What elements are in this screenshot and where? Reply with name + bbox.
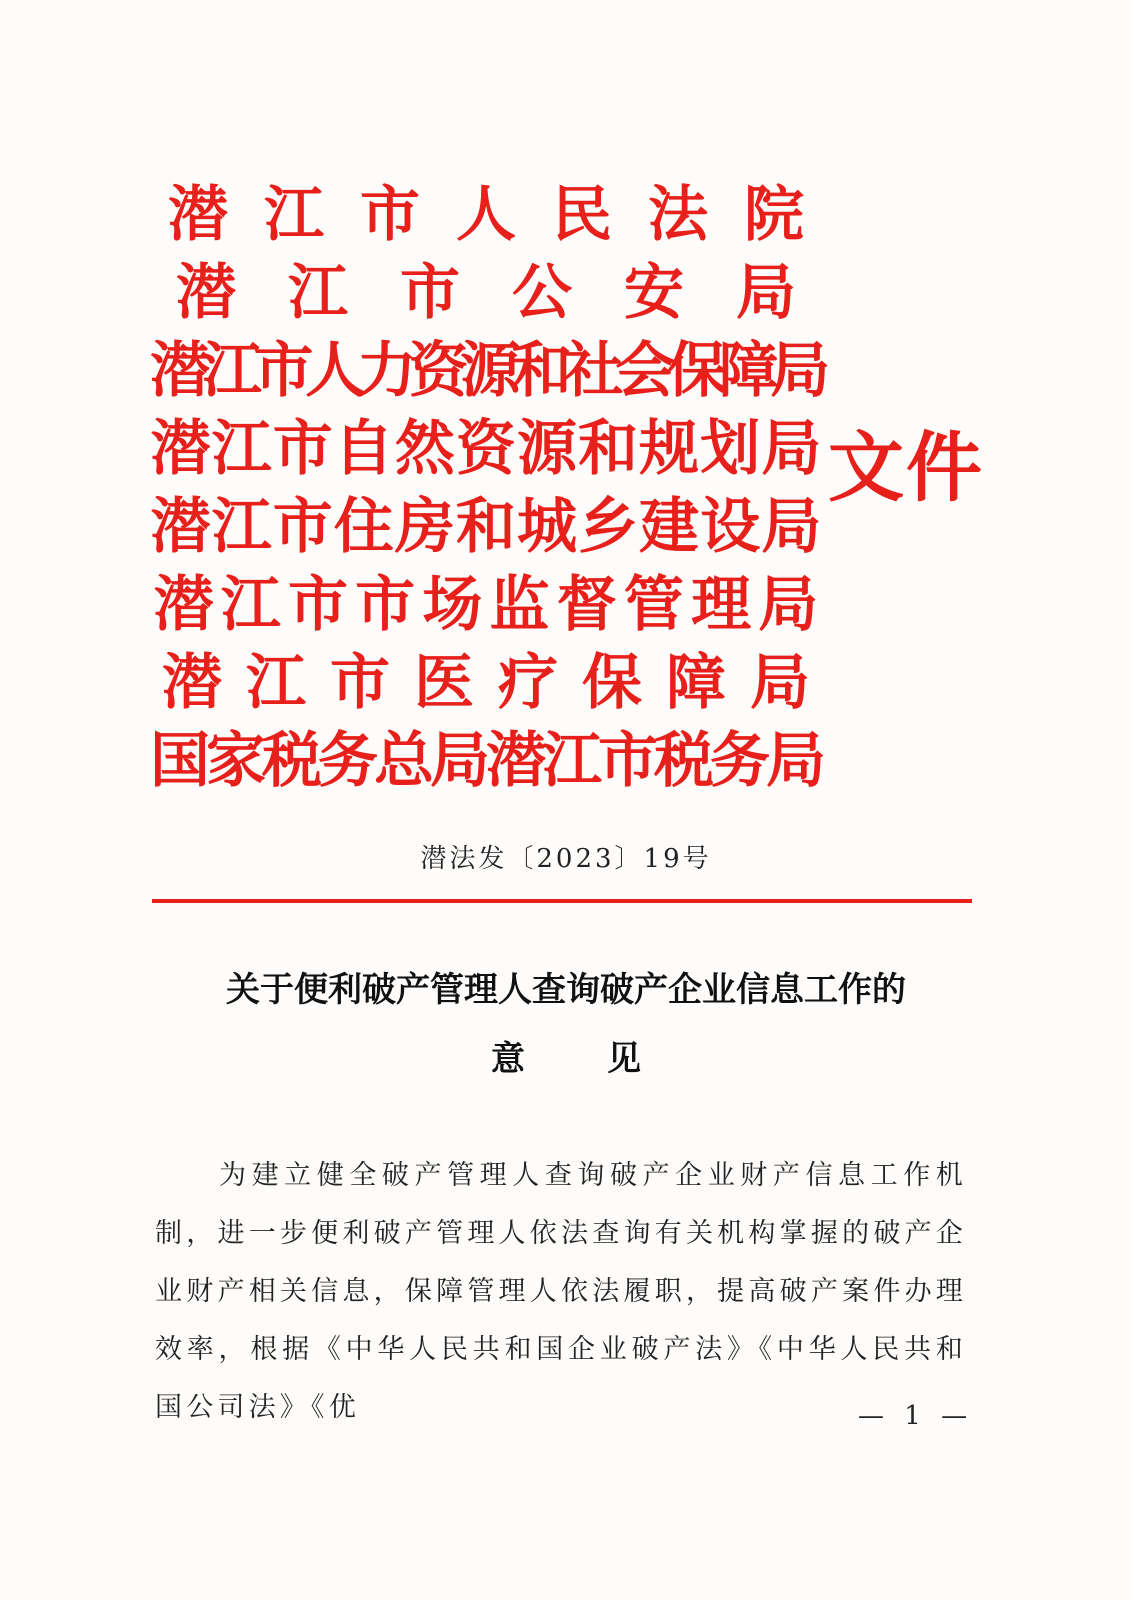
issuing-authorities: [150, 176, 830, 800]
issuer-line: 潜 江 市 医 疗 保 障 局: [162, 648, 810, 718]
issuer-line: 潜江市住房和城乡建设局: [150, 492, 822, 562]
document-title-suffix: 意见: [491, 1039, 723, 1079]
document-title: 关于便利破产管理人查询破产企业信息工作的: [226, 970, 906, 1010]
issuer-line: 潜 江 市 公 安 局: [176, 258, 796, 328]
issuer-line: 国家税务总局潜江市税务局: [150, 726, 826, 796]
issuer-line: 潜 江 市 人 民 法 院: [168, 180, 804, 250]
document-label: 文件: [828, 423, 984, 512]
page-number: — 1 —: [858, 1401, 974, 1431]
issuer-line: 潜江市人力资源和社会保障局: [150, 336, 830, 406]
red-divider: [152, 899, 972, 903]
body-paragraph: 为建立健全破产管理人查询破产企业财产信息工作机制，进一步便利破产管理人依法查询有关机构掌握的破产企业财产相关信息，保障管理人依法履职，提高破产案件办理效率，根据《中华人民共和国企业破产法》《中华人民共和国公司法》《优: [155, 1160, 967, 1423]
issuer-line: 潜 江 市 市 场 监 督 管 理 局: [153, 570, 819, 640]
document-number: 潜法发〔2023〕19号: [420, 844, 712, 874]
issuer-line: 潜江市自然资源和规划局: [150, 414, 822, 484]
